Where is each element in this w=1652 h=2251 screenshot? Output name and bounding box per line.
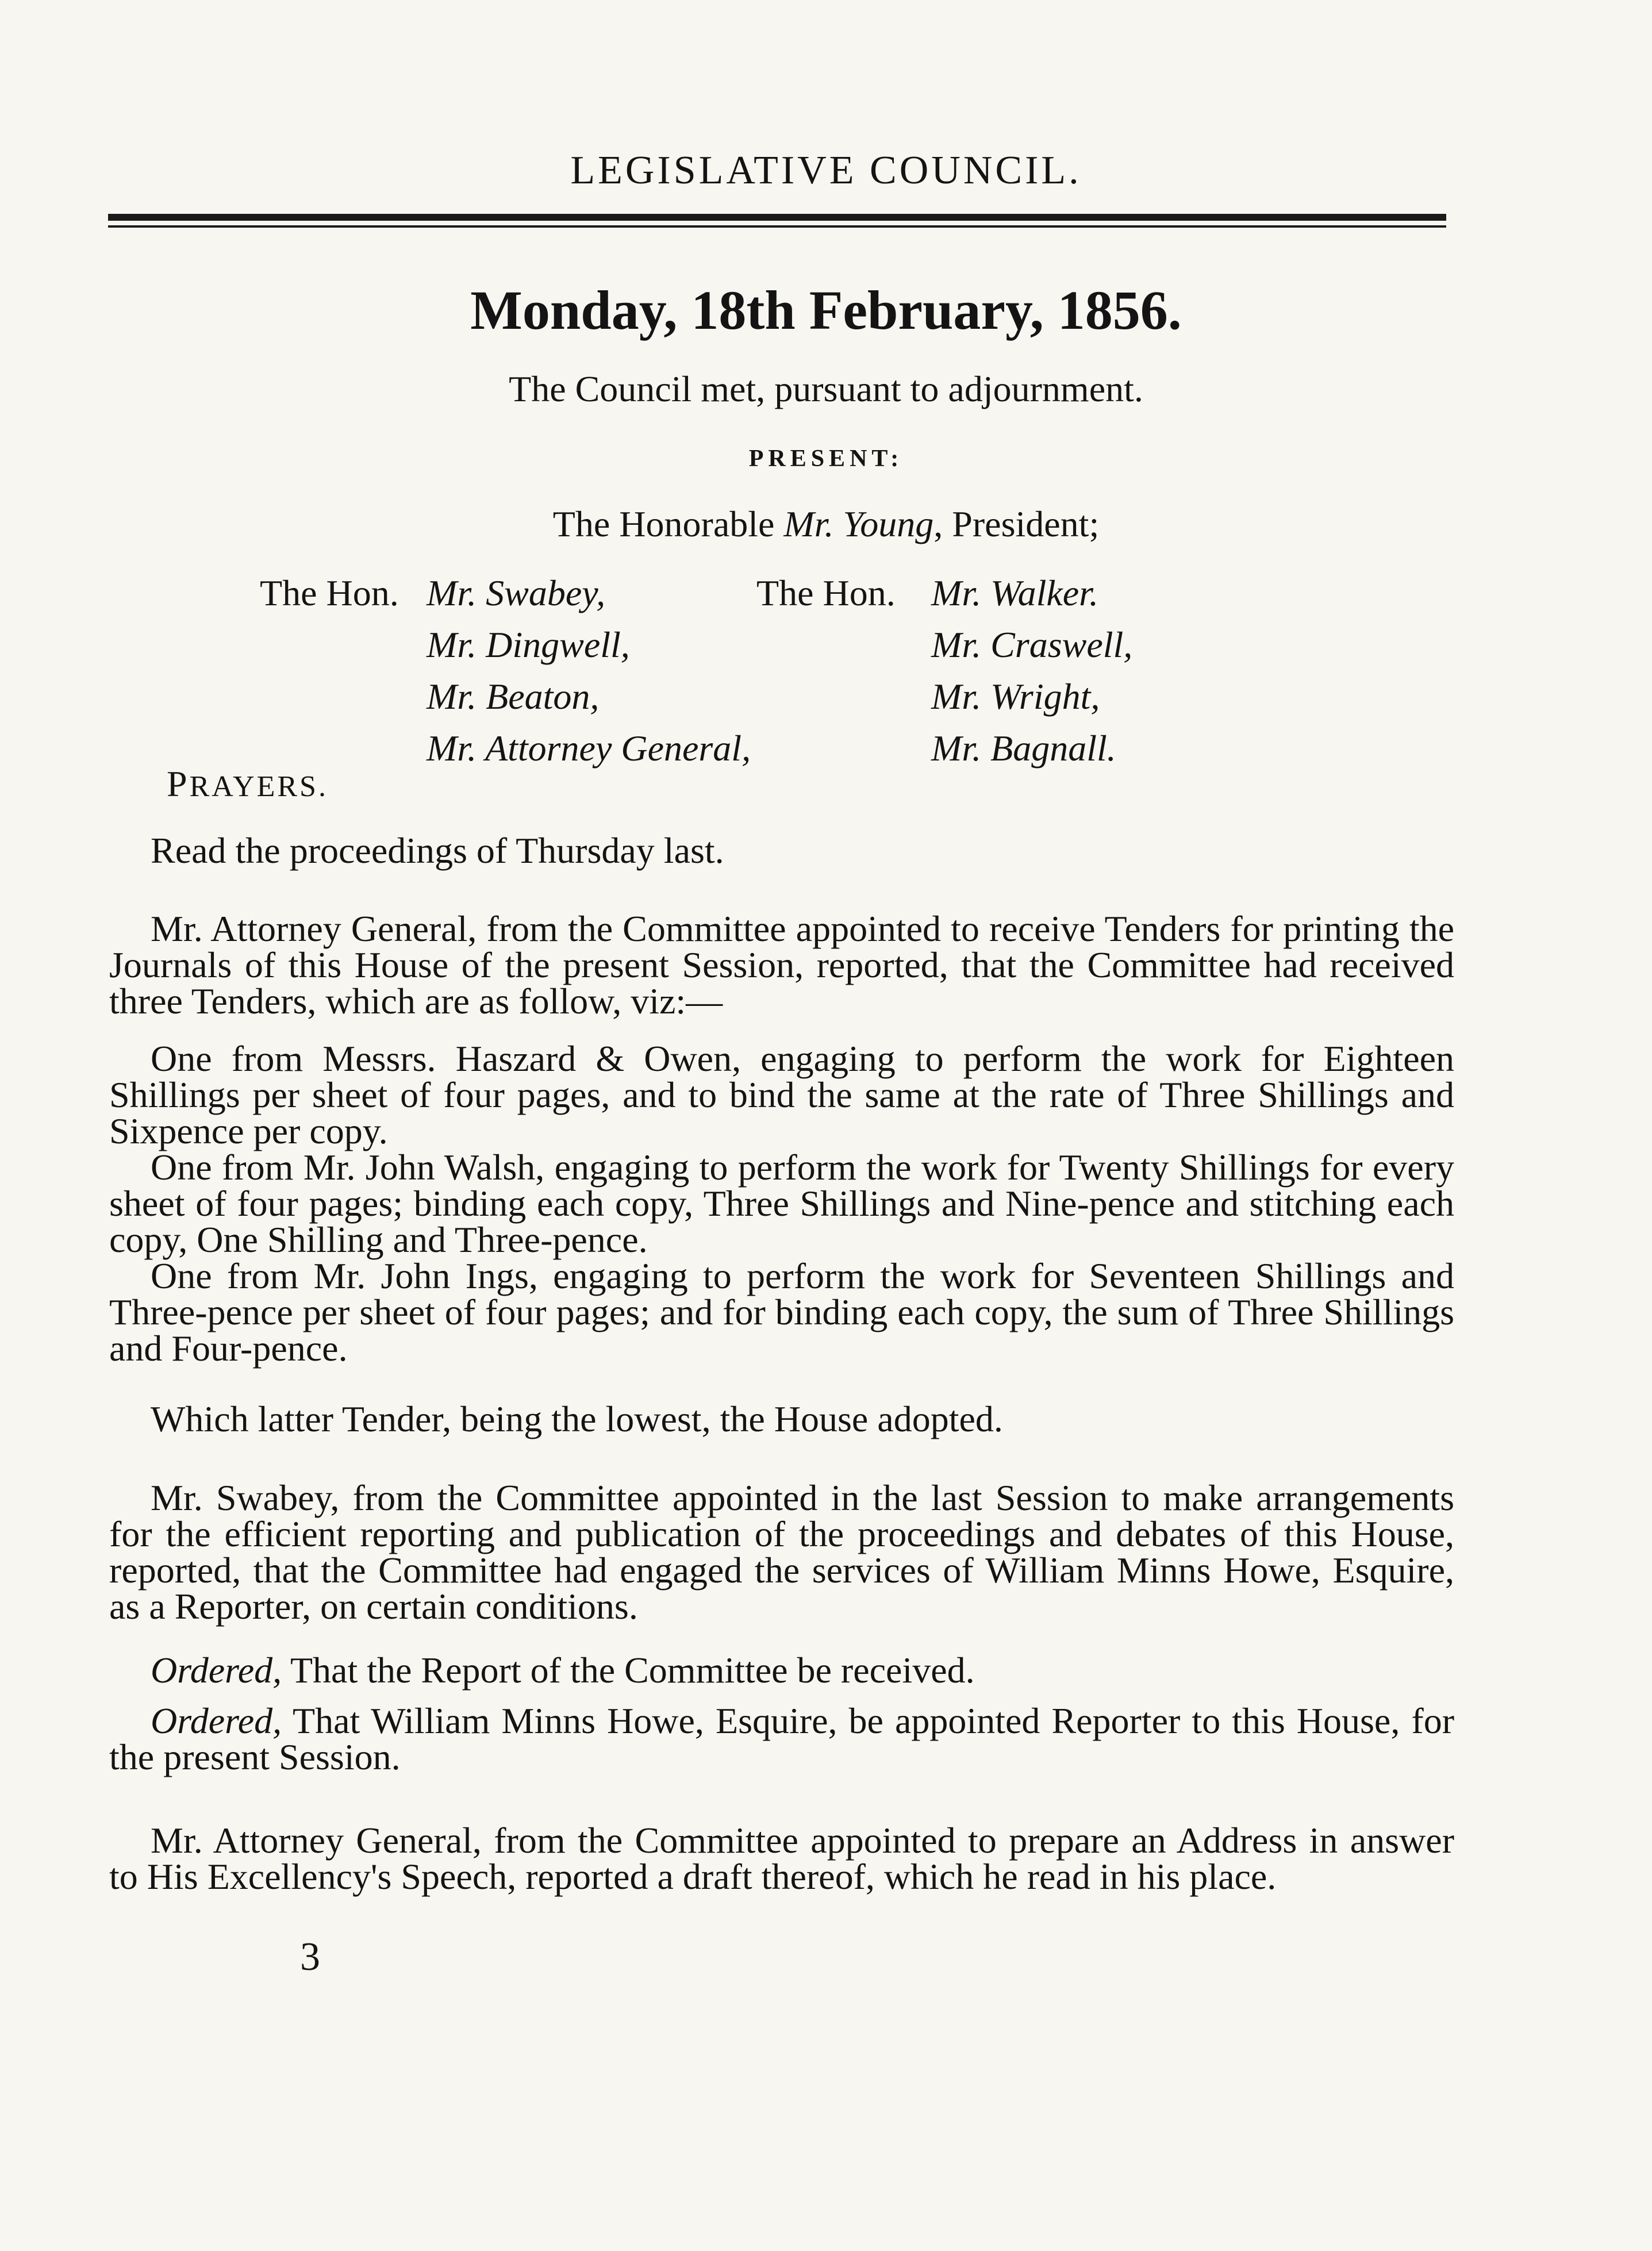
- ordered-text: That the Report of the Committee be received.: [282, 1650, 975, 1691]
- paragraph-text: Mr. Attorney General, from the Committee appointed to prepare an Address in answer to His Excellency's Speech, reported a draft thereof, which he read in his place.: [109, 1820, 1454, 1897]
- prayers-rest: RAYERS.: [189, 770, 328, 803]
- member-left-1: [427, 575, 605, 612]
- paragraph-text: Which latter Tender, being the lowest, the House adopted.: [151, 1399, 1003, 1439]
- member-left-3: [427, 678, 599, 715]
- prayers-marginal-note: [167, 763, 328, 804]
- member-right-2: [931, 624, 1133, 665]
- date-heading: Monday, 18th February, 1856.: [470, 279, 1182, 341]
- member-name: Mr. Attorney General,: [427, 728, 751, 769]
- paragraph-text: Mr. Swabey, from the Committee appointed in the last Session to make arrangements for the efficient reporting and publication of the proceedings and debates of this House, reported, that the Committee had engaged the services of William Minns Howe, Esquire, as a Reporter, on certain conditions.: [109, 1477, 1454, 1627]
- header-rule-thick: [108, 214, 1446, 221]
- tender-item: One from Messrs. Haszard & Owen, engaging to perform the work for Eighteen Shillings per sheet of four pages, and to bind the same at the rate of Three Shillings and Sixpence per copy.: [109, 1038, 1454, 1151]
- tenders-report-paragraph: [109, 908, 1454, 1021]
- tender-item: One from Mr. John Ings, engaging to perform the work for Seventeen Shillings and Three-pence per sheet of four pages; and for binding each copy, the sum of Three Shillings and Four-pence.: [109, 1255, 1454, 1369]
- present-label: PRESENT:: [748, 445, 904, 472]
- ordered-word: Ordered,: [151, 1650, 282, 1691]
- tender-item: One from Mr. John Walsh, engaging to perform the work for Twenty Shillings for every sheet of four pages; binding each copy, Three Shillings and Nine-pence and stitching each copy, One Shilling and Three-pence.: [109, 1147, 1454, 1260]
- president-suffix: , President;: [933, 504, 1100, 544]
- read-proceedings-paragraph: [109, 832, 1454, 869]
- member-name: Mr. Walker.: [931, 573, 1098, 613]
- reporting-report-paragraph: [109, 1477, 1454, 1627]
- prayers-cap: P: [167, 763, 190, 804]
- ordered-paragraph-1: [109, 1650, 1454, 1691]
- met-line: The Council met, pursuant to adjournment.: [509, 368, 1143, 409]
- member-name: Mr. Wright,: [931, 676, 1100, 717]
- member-right-1: [931, 575, 1098, 612]
- tenders-list: [109, 1038, 1454, 1369]
- address-report-paragraph: [109, 1822, 1454, 1895]
- header-rule-thin: [108, 225, 1446, 228]
- member-name: Mr. Bagnall.: [931, 728, 1116, 769]
- president-line: [0, 506, 1652, 543]
- president-prefix: The Honorable: [552, 504, 784, 544]
- member-right-4: [931, 730, 1116, 767]
- paragraph-text: Read the proceedings of Thursday last.: [151, 830, 724, 871]
- page-number: 3: [300, 1935, 320, 1979]
- paragraph-text: Mr. Attorney General, from the Committee appointed to receive Tenders for printing the Journals of this House of the present Session, reported, that the Committee had received three Tenders, which are as follow, viz:—: [109, 908, 1454, 1021]
- ordered-text: That William Minns Howe, Esquire, be appointed Reporter to this House, for the present Session.: [109, 1700, 1454, 1777]
- paragraph-text: [109, 1700, 1454, 1777]
- member-name: Mr. Craswell,: [931, 624, 1133, 665]
- paragraph-text: [109, 1650, 1454, 1691]
- tender-adopted-paragraph: [109, 1401, 1454, 1437]
- president-name: Mr. Young: [783, 504, 934, 544]
- member-right-3: [931, 678, 1100, 715]
- member-name: Mr. Swabey,: [427, 573, 606, 613]
- members-right-prefix: The Hon.: [756, 573, 896, 613]
- members-left-prefix: The Hon.: [260, 573, 399, 613]
- page-header: LEGISLATIVE COUNCIL.: [570, 148, 1082, 193]
- member-name: Mr. Beaton,: [427, 676, 600, 717]
- member-name: Mr. Dingwell,: [427, 624, 630, 665]
- member-left-2: [427, 624, 630, 665]
- ordered-paragraph-2: [109, 1700, 1454, 1777]
- member-left-4: [427, 730, 751, 767]
- ordered-word: Ordered,: [151, 1700, 282, 1741]
